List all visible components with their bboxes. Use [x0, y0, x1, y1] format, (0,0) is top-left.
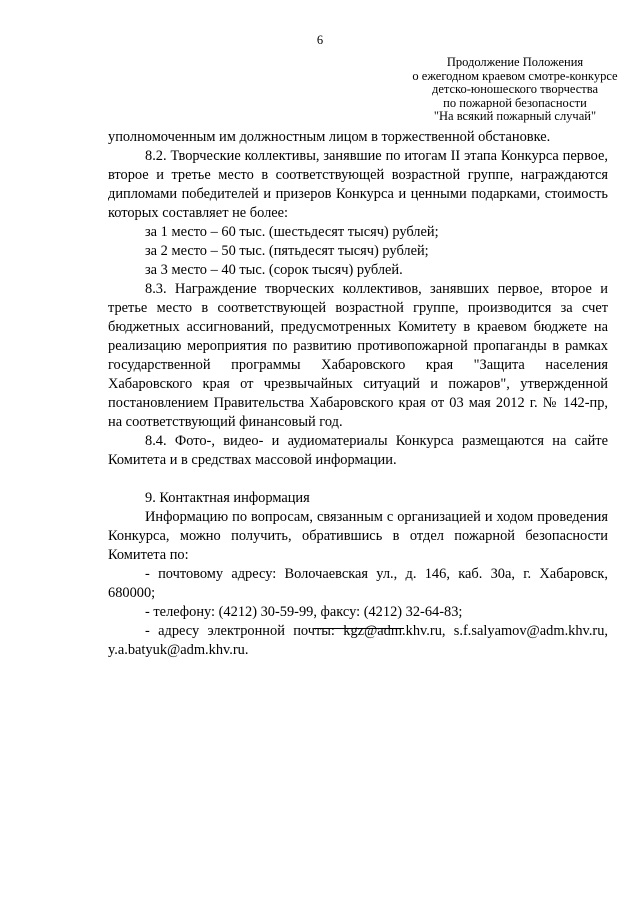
prize-second-place: за 2 место – 50 тыс. (пятьдесят тысяч) рублей; [145, 243, 429, 259]
document-header-note [395, 56, 635, 124]
closing-divider [314, 628, 404, 629]
prize-third-place: за 3 место – 40 тыс. (сорок тысяч) рублей. [145, 262, 403, 278]
paragraph-8-4: 8.4. Фото-, видео- и аудиоматериалы Конкурса размещаются на сайте Комитета и в средствах массовой информации. [108, 433, 608, 468]
paragraph-9-intro: Информацию по вопросам, связанным с организацией и ходом проведения Конкурса, можно получить, обратившись в отдел пожарной безопасности Комитета по: [108, 509, 608, 563]
header-line: "На всякий пожарный случай" [433, 109, 597, 123]
continuation-paragraph: уполномоченным им должностным лицом в торжественной обстановке. [108, 129, 551, 145]
contact-phone-fax: - телефону: (4212) 30-59-99, факсу: (4212) 32-64-83; [145, 604, 463, 620]
section-9-heading: 9. Контактная информация [145, 490, 310, 506]
document-body [108, 128, 608, 660]
paragraph-8-3: 8.3. Награждение творческих коллективов, занявших первое, второе и третье место в соответствующей возрастной группе, производится за счет бюджетных ассигнований, предусмотренных Комитету в краевом бюджете на реализацию мероприятия по развитию противопожарной пропаганды в рамках государственной программы Хабаровского края "Защита населения Хабаровского края от чрезвычайных ситуаций и пожаров", утвержденной постановлением Правительства Хабаровского края от 03 мая 2012 г. № 142-пр, на соответствующий финансовый год. [108, 281, 608, 430]
header-line: по пожарной безопасности [443, 95, 587, 110]
header-line: Продолжение Положения [446, 55, 584, 69]
prize-first-place: за 1 место – 60 тыс. (шестьдесят тысяч) рублей; [145, 224, 439, 240]
header-line: о ежегодном краевом смотре-конкурсе [412, 68, 618, 83]
contact-postal-address: - почтовому адресу: Волочаевская ул., д. 146, каб. 30а, г. Хабаровск, 680000; [108, 566, 608, 601]
paragraph-8-2: 8.2. Творческие коллективы, занявшие по итогам II этапа Конкурса первое, второе и третье место в соответствующей возрастной группе, награждаются дипломами победителей и призеров Конкурса и ценными подарками, стоимость которых составляет не более: [108, 148, 608, 221]
header-line: детско-юношеского творчества [431, 82, 599, 96]
contact-email: - адресу электронной почты: kgz@adm.khv.ru, s.f.salyamov@adm.khv.ru, y.a.batyuk@adm.khv.ru. [108, 623, 608, 658]
page-number: 6 [316, 33, 324, 47]
